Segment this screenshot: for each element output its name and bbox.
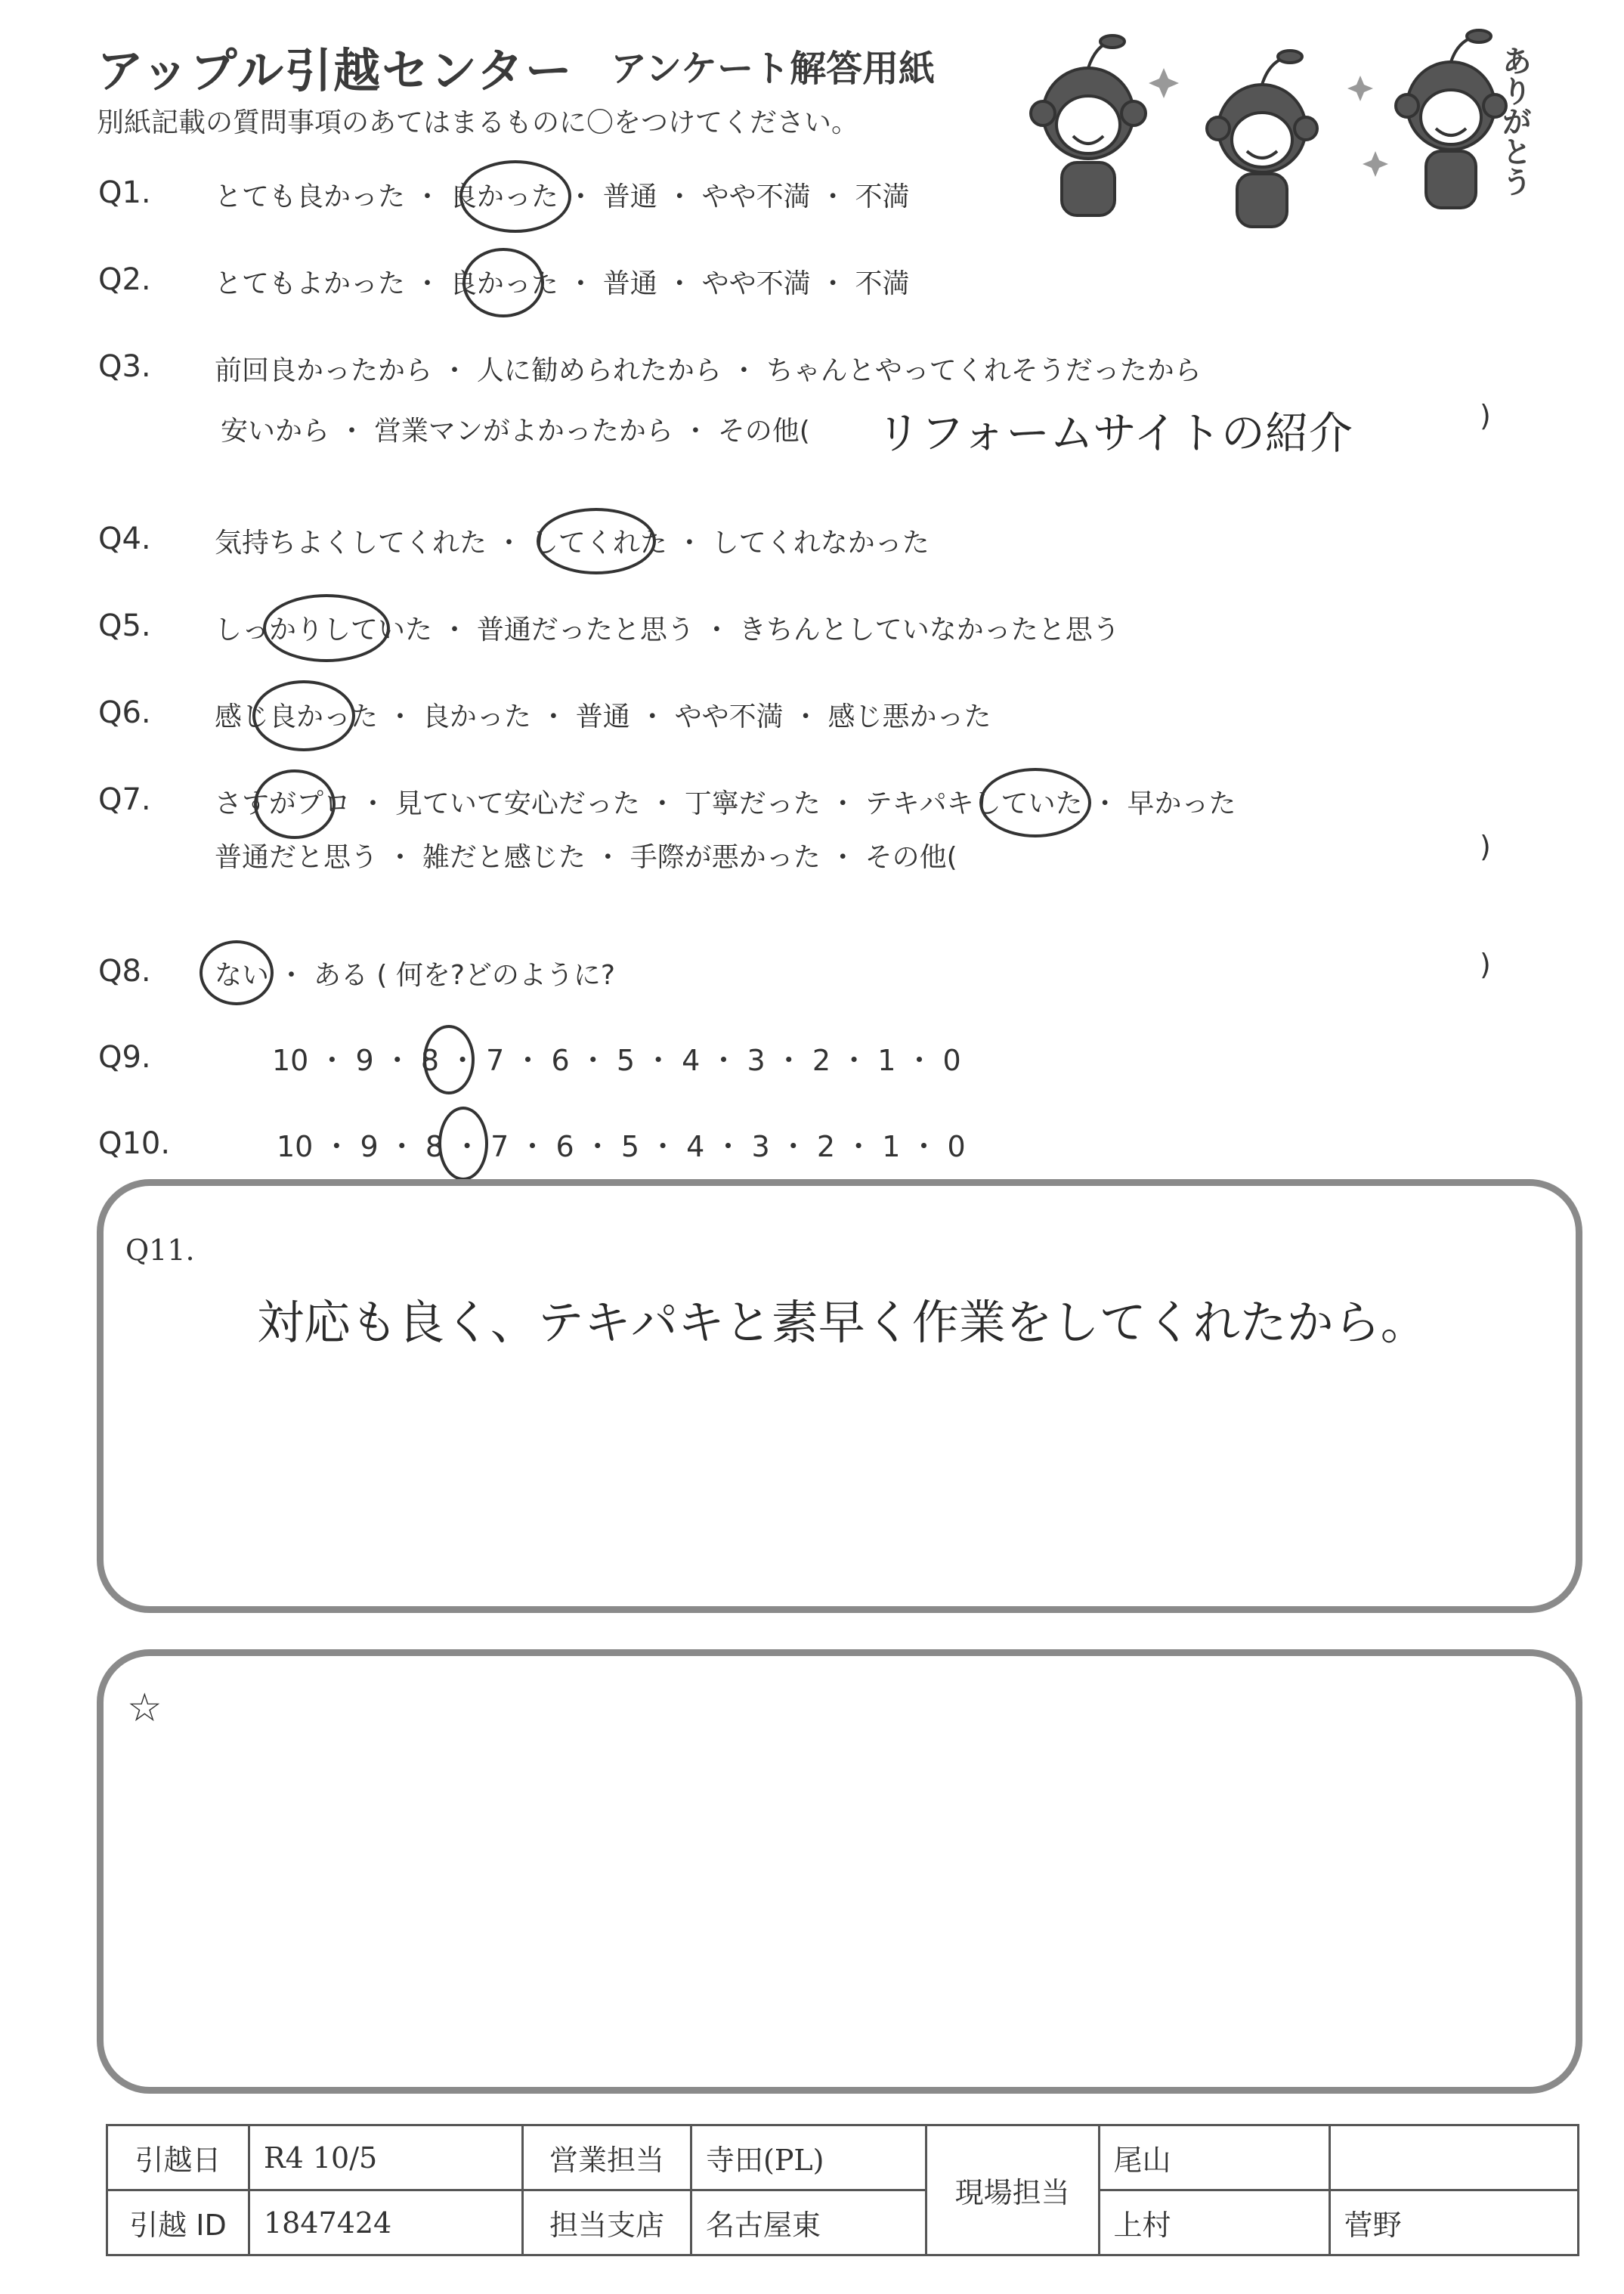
q8-label: Q8. (98, 954, 151, 989)
q4-options: 気持ちよくしてくれた ・ してくれた ・ してくれなかった (215, 528, 930, 559)
q1-options: とても良かった ・ 良かった ・ 普通 ・ やや不満 ・ 不満 (215, 181, 910, 212)
q8-paren-close: ) (1480, 948, 1491, 981)
q3-label: Q3. (98, 349, 151, 384)
q5-label: Q5. (98, 608, 151, 643)
site-staff-value-2: 上村 (1099, 2190, 1329, 2255)
mascot-monkeys-illustration (1028, 23, 1527, 234)
q7-options-line2: 普通だと思う ・ 雑だと感じた ・ 手際が悪かった ・ その他( (215, 842, 957, 873)
q3-other-answer: リフォームサイトの紹介 (877, 407, 1353, 459)
q6-options: 感じ良かった ・ 良かった ・ 普通 ・ やや不満 ・ 感じ悪かった (215, 701, 991, 732)
q8-answer-circle (200, 940, 274, 1005)
q3-options-line1: 前回良かったから ・ 人に勧められたから ・ ちゃんとやってくれそうだったから (215, 355, 1202, 386)
q8-options: ない ・ ある ( 何を?どのように? (215, 960, 616, 991)
form-title: アップル引越センター (97, 43, 574, 98)
q7-paren-close: ) (1480, 830, 1491, 863)
star-icon: ☆ (127, 1686, 162, 1731)
move-id-value: 1847424 (249, 2190, 522, 2255)
q1-label: Q1. (98, 175, 151, 210)
comment-box[interactable] (97, 1649, 1582, 2094)
q10-label: Q10. (98, 1126, 171, 1161)
site-staff-label: 現場担当 (926, 2125, 1099, 2255)
q11-label: Q11. (125, 1234, 195, 1267)
form-instruction: 別紙記載の質問事項のあてはまるものに〇をつけてください。 (97, 107, 859, 138)
move-date-value: R4 10/5 (249, 2125, 522, 2190)
q10-scale: 10 ・ 9 ・ 8 ・ 7 ・ 6 ・ 5 ・ 4 ・ 3 ・ 2 ・ 1 ・ 0 (277, 1130, 966, 1163)
move-id-label: 引越 ID (107, 2190, 249, 2255)
q9-scale: 10 ・ 9 ・ 8 ・ 7 ・ 6 ・ 5 ・ 4 ・ 3 ・ 2 ・ 1 ・ 0 (272, 1044, 961, 1077)
site-staff-extra-1 (1329, 2125, 1578, 2190)
q4-answer-circle (537, 508, 656, 574)
q6-label: Q6. (98, 695, 151, 730)
q2-options: とてもよかった ・ 良かった ・ 普通 ・ やや不満 ・ 不満 (215, 268, 910, 299)
form-subtitle: アンケート解答用紙 (611, 48, 936, 90)
q11-answer-text: 対応も良く、テキパキと素早く作業をしてくれたから。 (257, 1295, 1428, 1350)
q7-answer-circle-2 (979, 768, 1091, 837)
q1-answer-circle (459, 160, 571, 233)
site-staff-value-3: 菅野 (1329, 2190, 1578, 2255)
branch-label: 担当支店 (522, 2190, 691, 2255)
q2-label: Q2. (98, 262, 151, 297)
q4-label: Q4. (98, 522, 151, 556)
sales-label: 営業担当 (522, 2125, 691, 2190)
q9-label: Q9. (98, 1040, 151, 1075)
q5-answer-circle (263, 594, 390, 662)
footer-table (106, 2124, 1579, 2256)
branch-value: 名古屋東 (691, 2190, 926, 2255)
q10-answer-circle (438, 1107, 488, 1181)
sales-value: 寺田(PL) (691, 2125, 926, 2190)
q3-options-line2: 安いから ・ 営業マンがよかったから ・ その他( (221, 416, 810, 447)
q7-options-line1: さすがプロ ・ 見ていて安心だった ・ 丁寧だった ・ テキパキしていた ・ 早かった (215, 788, 1236, 819)
q9-answer-circle (423, 1025, 475, 1094)
move-date-label: 引越日 (107, 2125, 249, 2190)
q5-options: しっかりしていた ・ 普通だったと思う ・ きちんとしていなかったと思う (215, 615, 1120, 645)
q3-paren-close: ) (1480, 399, 1491, 432)
q6-answer-circle (252, 680, 355, 751)
thanks-badge: ありがとう (1497, 45, 1532, 197)
q7-answer-circle-1 (254, 769, 336, 839)
site-staff-value-1: 尾山 (1099, 2125, 1329, 2190)
q2-answer-circle (462, 248, 544, 317)
q7-label: Q7. (98, 782, 151, 817)
q11-answer-box[interactable] (97, 1179, 1582, 1613)
